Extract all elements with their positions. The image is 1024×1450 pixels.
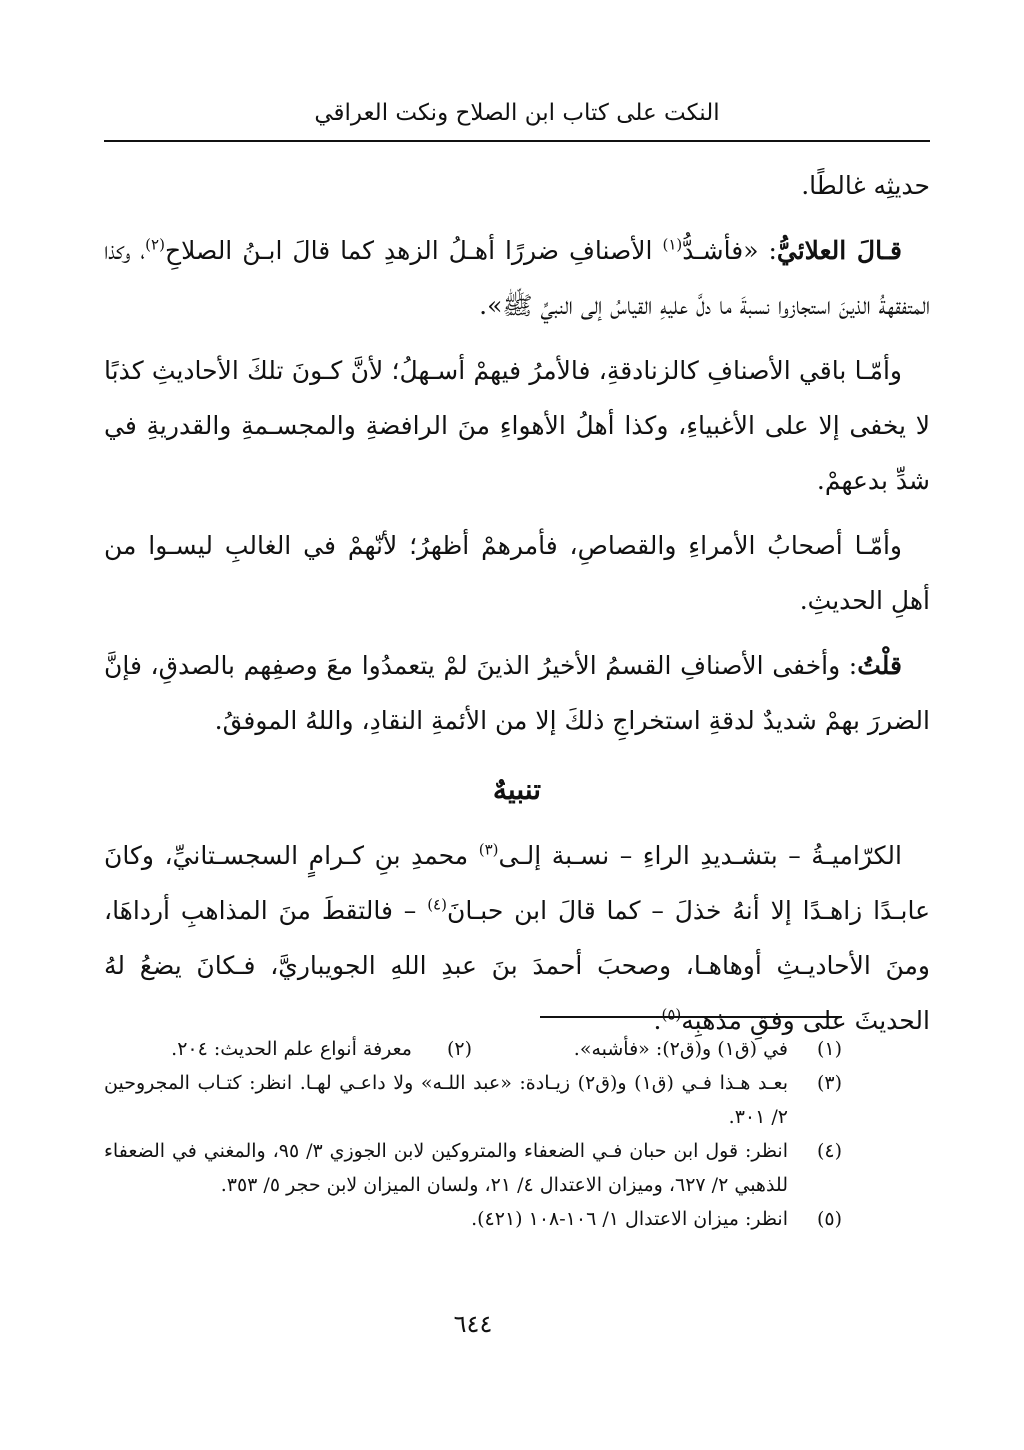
- section-text-c: – فالتقطَ منَ المذاهبِ أرداهَا، ومنَ الأحاديـثِ أوهاهـا، وصحبَ أحمدَ بنَ عبدِ اللهِ الجويباريَّ، فـكانَ يضعُ لهُ الحديثَ على وفقِ مذهبِه: [104, 896, 930, 1035]
- footnote-4-number: (٤): [816, 1140, 842, 1162]
- section-heading: تنبيهٌ: [492, 773, 542, 806]
- footnote-ref-3[interactable]: (٣): [478, 840, 499, 859]
- running-header: النكت على كتاب ابن الصلاح ونكت العراقي: [314, 100, 720, 126]
- footnote-2: [104, 1032, 472, 1066]
- paragraph-2-text-a: : «فأشـدُّ: [682, 236, 777, 265]
- paragraph-4-text: وأمّـا أصحابُ الأمراءِ والقصاصِ، فأمرهمْ أظهرُ؛ لأنّهمْ في الغالبِ ليسـوا من أهلِ الحديثِ.: [104, 531, 930, 615]
- footnote-rule: [540, 1016, 842, 1018]
- footnote-4: [104, 1134, 842, 1202]
- footnote-5-text: انظر: ميزان الاعتدال ١/ ١٠٦-١٠٨ (٤٢١).: [471, 1208, 788, 1230]
- paragraph-2-text-b: الأصنافِ ضررًا أهـلُ الزهدِ كما قالَ ابـنُ الصلاحِ: [164, 236, 663, 265]
- footnotes: [104, 1032, 842, 1236]
- paragraph-1: [104, 158, 930, 213]
- page-number: ٦٤٤: [453, 1310, 493, 1338]
- paragraph-5: [104, 638, 930, 748]
- footnote-1: [472, 1032, 842, 1066]
- section-text-a: الكرّاميـةُ – بتشـديدِ الراءِ – نسـبة إلـى: [498, 841, 902, 870]
- paragraph-2-text-c: ، وكذا المتفقهةُ الذينَ استجازوا نسبةَ ما دلَّ عليهِ القياسُ إلى النبيِّ ﷺ».: [104, 236, 930, 320]
- header-rule: [104, 140, 930, 142]
- main-text: [104, 158, 930, 1048]
- footnote-3: [104, 1066, 842, 1134]
- paragraph-2: [104, 223, 930, 333]
- paragraph-5-text: : وأخفى الأصنافِ القسمُ الأخيرُ الذينَ لمْ يتعمدُوا معَ وصفِهم بالصدقِ، فإنَّ الضررَ بهمْ شديدٌ لدقةِ استخراجِ ذلكَ إلا من الأئمةِ النقادِ، واللهُ الموفقُ.: [104, 651, 930, 735]
- footnote-5-number: (٥): [816, 1208, 842, 1230]
- footnote-3-text: بعـد هـذا فـي (ق١) و(ق٢) زيـادة: «عبد اللـه» ولا داعـي لهـا. انظر: كتـاب المجروحين ٢/ ٣٠١.: [104, 1072, 788, 1128]
- footnote-2-text: معرفة أنواع علم الحديث: ٢٠٤.: [171, 1038, 412, 1060]
- paragraph-3-text: وأمّـا باقي الأصنافِ كالزنادقةِ، فالأمرُ فيهمْ أسـهلُ؛ لأنَّ كـونَ تلكَ الأحاديثِ كذبًا لا يخفى إلا على الأغبياءِ، وكذا أهلُ الأهواءِ منَ الرافضةِ والمجسـمةِ والقدريةِ في شدِّ بدعهمْ.: [104, 356, 930, 495]
- footnote-5: [104, 1202, 842, 1236]
- section-text-b: محمدِ بنِ كـرامٍ السجسـتانيِّ، وكانَ عابـدًا زاهـدًا إلا أنهُ خذلَ – كما قالَ ابن حبـانَ: [104, 841, 930, 925]
- section-paragraph: [104, 828, 930, 1048]
- footnote-ref-4[interactable]: (٤): [427, 895, 447, 914]
- footnote-ref-5[interactable]: (٥): [661, 1005, 682, 1024]
- footnote-ref-1[interactable]: (١): [662, 235, 683, 254]
- footnote-1-number: (١): [816, 1038, 842, 1060]
- footnote-1-text: في (ق١) و(ق٢): «فأشبه».: [573, 1038, 788, 1060]
- paragraph-4: [104, 518, 930, 628]
- paragraph-3: [104, 343, 930, 508]
- footnote-2-number: (٢): [446, 1038, 472, 1060]
- footnote-3-number: (٣): [816, 1072, 842, 1094]
- paragraph-1-text: حديثِه غالطًا.: [801, 171, 930, 200]
- footnote-row-1-2: [104, 1032, 842, 1066]
- paragraph-5-lead: قلْتُ: [857, 651, 902, 680]
- section-text-d: .: [653, 1006, 662, 1035]
- footnote-ref-2[interactable]: (٢): [145, 235, 165, 254]
- footnote-4-text: انظر: قول ابن حبان فـي الضعفاء والمتروكين لابن الجوزي ٣/ ٩٥، والمغني في الضعفاء للذهبي ٢/ ٦٢٧، وميزان الاعتدال ٤/ ٢١، ولسان الميزان لابن حجر ٥/ ٣٥٣.: [104, 1140, 788, 1196]
- paragraph-2-lead: قـالَ العلائيُّ: [776, 236, 902, 265]
